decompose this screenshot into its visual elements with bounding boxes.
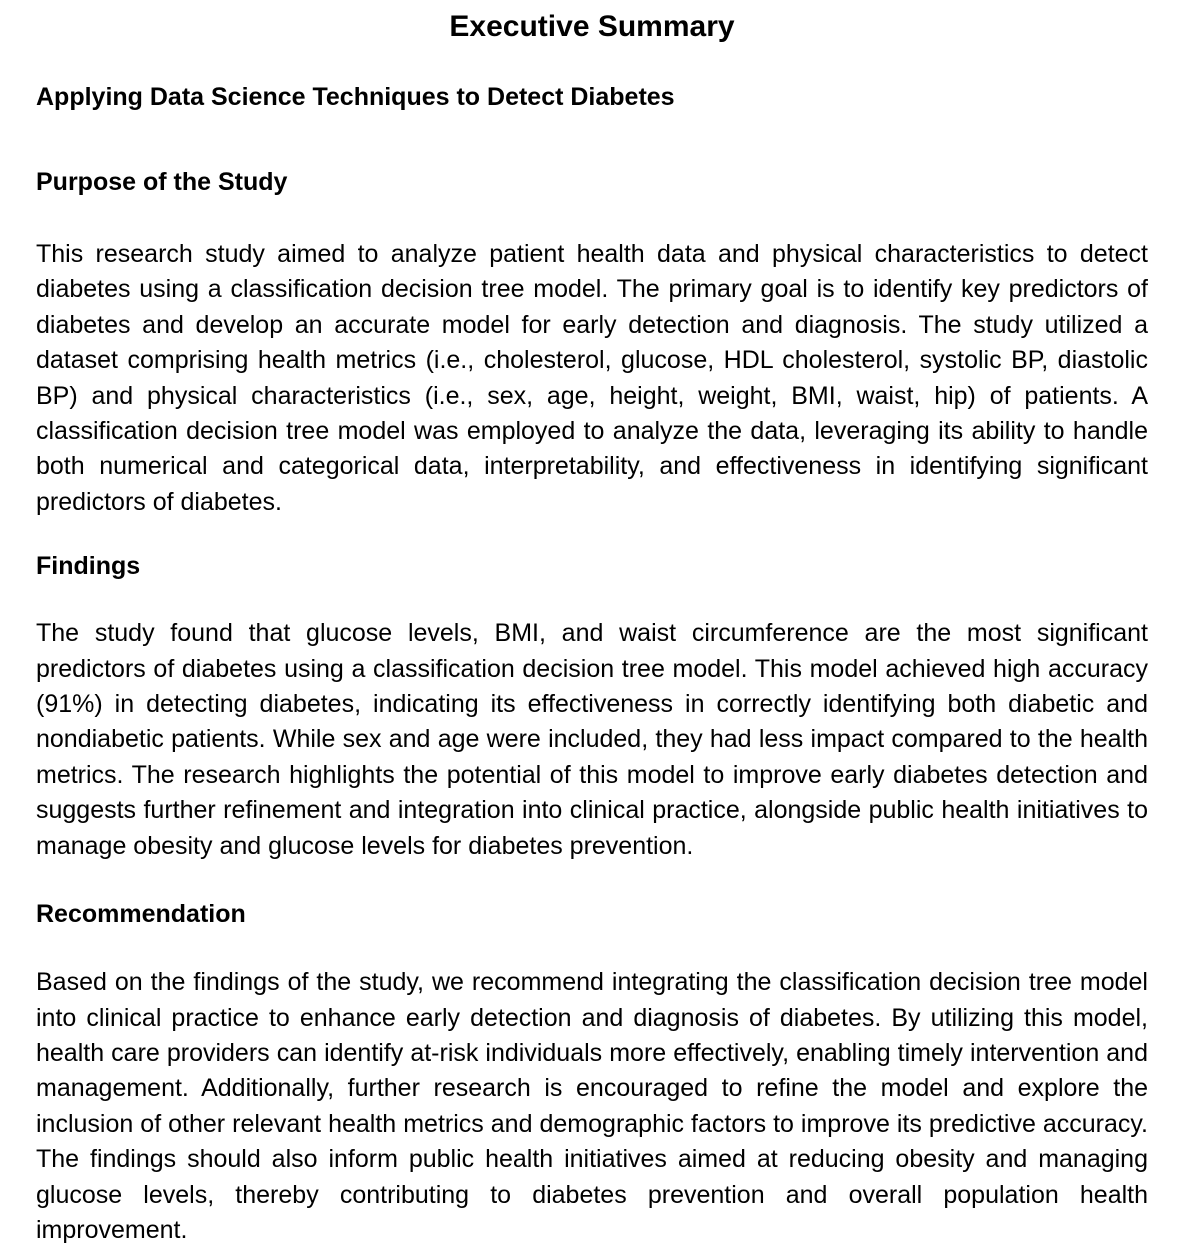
- document-subtitle: Applying Data Science Techniques to Detect Diabetes: [36, 83, 675, 111]
- section-body-purpose-of-the-study: This research study aimed to analyze patient health data and physical characteristics to detect diabetes using a classification decision tree model. The primary goal is to identify key predictors of diabetes and develop an accurate model for early detection and diagnosis. The study utilized a dataset comprising health metrics (i.e., cholesterol, glucose, HDL cholesterol, systolic BP, diastolic BP) and physical characteristics (i.e., sex, age, height, weight, BMI, waist, hip) of patients. A classification decision tree model was employed to analyze the data, leveraging its ability to handle both numerical and categorical data, interpretability, and effectiveness in identifying significant predictors of diabetes.: [36, 240, 1148, 516]
- section-heading-findings: Findings: [36, 552, 141, 581]
- section-heading-recommendation: Recommendation: [36, 900, 246, 929]
- section-body-recommendation: Based on the findings of the study, we recommend integrating the classification decision tree model into clinical practice to enhance early detection and diagnosis of diabetes. By utilizing this model, health care providers can identify at-risk individuals more effectively, enabling timely intervention and management. Additionally, further research is encouraged to refine the model and explore the inclusion of other relevant health metrics and demographic factors to improve its predictive accuracy. The findings should also inform public health initiatives aimed at reducing obesity and managing glucose levels, thereby contributing to diabetes prevention and overall population health improvement.: [36, 968, 1148, 1244]
- section-body-findings: The study found that glucose levels, BMI, and waist circumference are the most significant predictors of diabetes using a classification decision tree model. This model achieved high accuracy (91%) in detecting diabetes, indicating its effectiveness in correctly identifying both diabetic and nondiabetic patients. While sex and age were included, they had less impact compared to the health metrics. The research highlights the potential of this model to improve early diabetes detection and suggests further refinement and integration into clinical practice, alongside public health initiatives to manage obesity and glucose levels for diabetes prevention.: [36, 619, 1148, 860]
- document-title: Executive Summary: [449, 10, 735, 43]
- section-heading-purpose-of-the-study: Purpose of the Study: [36, 168, 288, 196]
